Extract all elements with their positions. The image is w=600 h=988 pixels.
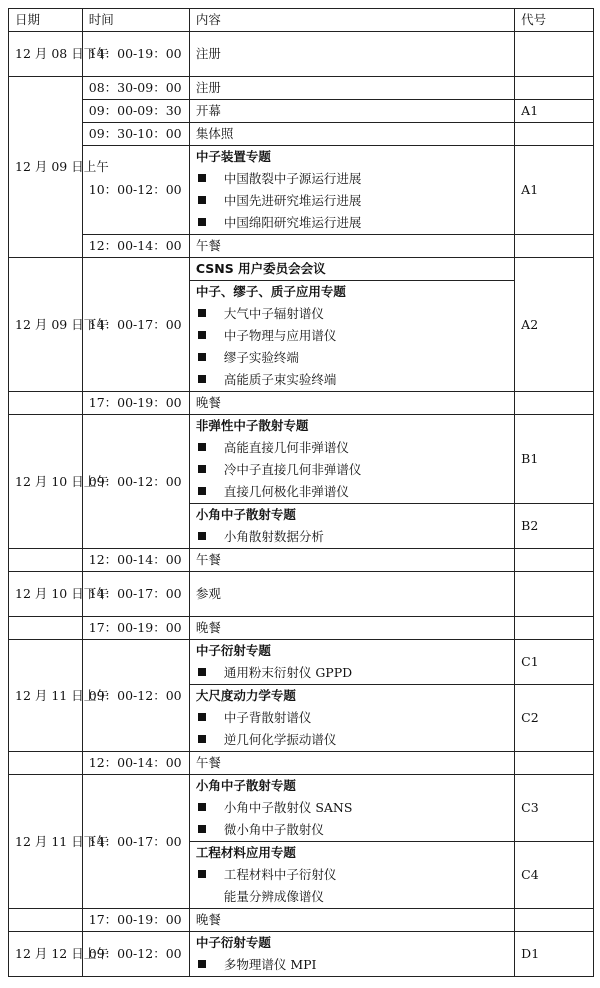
table-row [9,775,594,909]
list-item [190,459,514,481]
code-cell [515,640,594,752]
date-cell [9,752,83,775]
item-label: 工程材料中子衍射仪 [223,867,337,882]
table-row [9,932,594,977]
date-cell: 12 月 11 日上午 [9,640,83,752]
list-item [190,526,514,548]
code-cell [515,123,594,146]
table-row [9,392,594,415]
content-cell: 开幕 [189,100,514,123]
session-title: 小角中子散射专题 [195,778,296,793]
table-row [9,123,594,146]
header-content: 内容 [189,9,514,32]
bullet-icon [198,825,206,833]
code-cell: A1 [515,100,594,123]
code-cell: A1 [515,146,594,235]
session-title: 大尺度动力学专题 [190,684,514,707]
item-label: 能量分辨成像谱仪 [223,889,324,904]
header-time: 时间 [82,9,189,32]
time-cell: 17：00-19：00 [82,617,189,640]
date-cell: 12 月 12 日上午 [9,932,83,977]
list-item [190,729,514,751]
code-cell [515,32,594,77]
content-cell [189,146,514,235]
code-cell [515,235,594,258]
bullet-icon [198,331,206,339]
bullet-icon [198,960,206,968]
item-label: 高能直接几何非弹谱仪 [223,440,349,455]
time-cell: 17：00-19：00 [82,909,189,932]
time-cell: 10：00-12：00 [82,146,189,235]
time-cell: 09：30-10：00 [82,123,189,146]
list-item [190,481,514,503]
content-cell [189,775,514,909]
code-label: B1 [521,451,539,466]
list-item [190,797,514,819]
date-cell [9,549,83,572]
date-cell: 12 月 10 日上午 [9,415,83,549]
code-cell [515,415,594,549]
content-cell: 集体照 [189,123,514,146]
date-cell: 12 月 10 日下午 [9,572,83,617]
content-cell: 午餐 [189,549,514,572]
code-label: C2 [515,684,593,750]
bullet-icon [198,375,206,383]
time-cell: 09：00-09：30 [82,100,189,123]
bullet-icon [198,196,206,204]
code-label: C4 [515,841,593,907]
bullet-icon [198,443,206,451]
session-title: 小角中子散射专题 [190,503,514,526]
time-cell: 14：00-17：00 [82,572,189,617]
content-cell: 午餐 [189,235,514,258]
table-row [9,752,594,775]
table-row [9,235,594,258]
session-title: 中子、缪子、质子应用专题 [190,280,514,303]
table-row [9,32,594,77]
item-label: 中子背散射谱仪 [223,710,312,725]
list-item [190,864,514,886]
item-label: 小角中子散射仪 SANS [223,800,353,815]
code-cell [515,392,594,415]
date-cell [9,392,83,415]
header-code: 代号 [515,9,594,32]
table-row [9,77,594,100]
table-row [9,258,594,392]
code-label: C1 [521,654,539,669]
bullet-icon [198,713,206,721]
bullet-icon [198,803,206,811]
content-cell: 晚餐 [189,909,514,932]
content-cell: 注册 [189,32,514,77]
session-title: 中子衍射专题 [195,643,271,658]
list-item [190,369,514,391]
content-cell: 晚餐 [189,392,514,415]
content-cell: 参观 [189,572,514,617]
code-cell [515,77,594,100]
time-cell: 09：00-12：00 [82,932,189,977]
code-label: B2 [515,503,593,547]
bullet-icon [198,532,206,540]
date-cell: 12 月 09 日上午 [9,77,83,258]
time-cell: 09：00-12：00 [82,640,189,752]
table-row [9,549,594,572]
bullet-icon [198,465,206,473]
list-item [190,819,514,841]
time-cell: 12：00-14：00 [82,235,189,258]
content-cell [189,415,514,549]
list-item [190,303,514,325]
item-label: 逆几何化学振动谱仪 [223,732,337,747]
table-row [9,415,594,549]
code-label: C3 [521,800,539,815]
item-label: 中国散裂中子源运行进展 [223,171,362,186]
item-label: 中子物理与应用谱仪 [223,328,337,343]
item-label: 缪子实验终端 [223,350,299,365]
list-item [190,325,514,347]
bullet-icon [198,668,206,676]
session-title: 非弹性中子散射专题 [195,418,309,433]
list-item [190,437,514,459]
content-cell: 午餐 [189,752,514,775]
list-item [190,886,514,908]
content-cell [189,640,514,752]
item-label: 通用粉末衍射仪 GPPD [223,665,353,680]
code-cell [515,752,594,775]
date-cell: 12 月 11 日下午 [9,775,83,909]
bullet-icon [198,487,206,495]
session-title: 中子衍射专题 [195,935,271,950]
time-cell: 14：00-17：00 [82,775,189,909]
table-row [9,100,594,123]
date-cell [9,909,83,932]
code-cell: D1 [515,932,594,977]
time-cell: 08：30-09：00 [82,77,189,100]
item-label: 小角散射数据分析 [223,529,324,544]
table-row [9,640,594,752]
item-label: 多物理谱仪 MPI [223,957,317,972]
header-date: 日期 [9,9,83,32]
item-label: 中国先进研究堆运行进展 [223,193,362,208]
session-title: 中子装置专题 [195,149,271,164]
bullet-icon [198,218,206,226]
item-label: 中国绵阳研究堆运行进展 [223,215,362,230]
table-row [9,617,594,640]
content-cell [189,932,514,977]
code-cell [515,909,594,932]
item-label: 冷中子直接几何非弹谱仪 [223,462,362,477]
time-cell: 14：00-17：00 [82,258,189,392]
code-cell [515,775,594,909]
code-cell: A2 [515,258,594,392]
date-cell: 12 月 09 日下午 [9,258,83,392]
list-item [190,212,514,234]
item-label: 直接几何极化非弹谱仪 [223,484,349,499]
time-cell: 14：00-19：00 [82,32,189,77]
code-cell [515,572,594,617]
list-item [190,168,514,190]
session-title: CSNS 用户委员会会议 [195,261,326,276]
session-title: 工程材料应用专题 [190,841,514,864]
table-header-row [9,9,594,32]
code-cell [515,617,594,640]
item-label: 大气中子辐射谱仪 [223,306,324,321]
time-cell: 12：00-14：00 [82,549,189,572]
bullet-icon [198,174,206,182]
list-item [190,954,514,976]
date-cell [9,617,83,640]
content-cell: 注册 [189,77,514,100]
bullet-icon [198,309,206,317]
time-cell: 09：00-12：00 [82,415,189,549]
item-label: 微小角中子散射仪 [223,822,324,837]
time-cell: 12：00-14：00 [82,752,189,775]
bullet-icon [198,870,206,878]
list-item [190,707,514,729]
code-cell [515,549,594,572]
schedule-table [8,8,594,977]
list-item [190,190,514,212]
bullet-icon [198,353,206,361]
table-row [9,572,594,617]
bullet-icon [198,735,206,743]
item-label: 高能质子束实验终端 [223,372,337,387]
content-cell: 晚餐 [189,617,514,640]
date-cell: 12 月 08 日下午 [9,32,83,77]
list-item [190,347,514,369]
content-cell [189,258,514,392]
table-row [9,909,594,932]
list-item [190,662,514,684]
time-cell: 17：00-19：00 [82,392,189,415]
